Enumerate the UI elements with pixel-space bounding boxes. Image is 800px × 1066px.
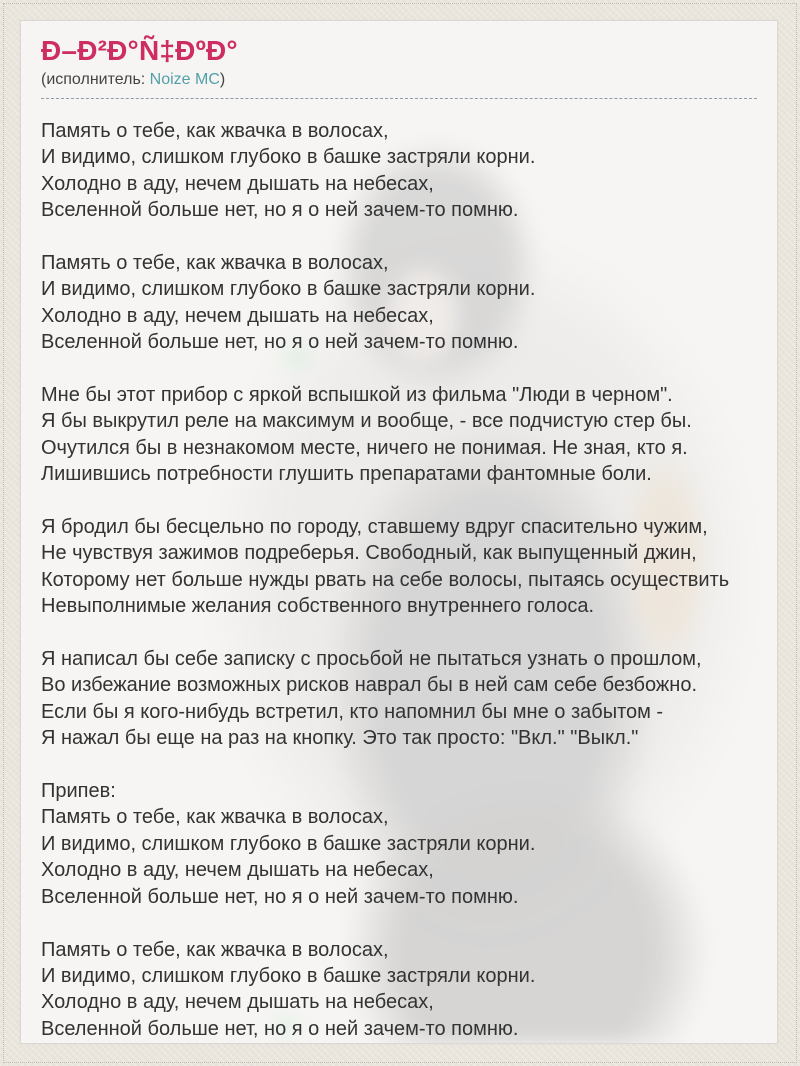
stanza [41, 250, 757, 356]
stanza [41, 937, 757, 1043]
lyric-line: Я нажал бы еще на раз на кнопку. Это так просто: "Вкл." "Выкл." [41, 727, 639, 750]
lyric-line: Невыполнимые желания собственного внутреннего голоса. [41, 595, 595, 618]
lyric-line: И видимо, слишком глубоко в башке застряли корни. [41, 832, 536, 855]
lyric-line: Вселенной больше нет, но я о ней зачем-то помню. [41, 331, 519, 354]
stanza [41, 514, 757, 620]
lyric-line: Мне бы этот прибор с яркой вспышкой из фильма "Люди в черном". [41, 384, 673, 407]
lyric-line: Холодно в аду, нечем дышать на небесах, [41, 304, 434, 327]
stanza [41, 382, 757, 488]
lyric-line: Если бы я кого-нибудь встретил, кто напомнил бы мне о забытом - [41, 700, 664, 723]
lyric-line: Память о тебе, как жвачка в волосах, [41, 806, 389, 829]
lyric-line: Во избежание возможных рисков наврал бы в ней сам себе безбожно. [41, 674, 697, 697]
lyric-line: Которому нет больше нужды рвать на себе волосы, пытаясь осуществить [41, 568, 730, 591]
artist-line [41, 69, 757, 99]
lyric-line: Память о тебе, как жвачка в волосах, [41, 938, 389, 961]
lyric-line: И видимо, слишком глубоко в башке застряли корни. [41, 964, 536, 987]
lyric-line: Холодно в аду, нечем дышать на небесах, [41, 172, 434, 195]
lyrics-text [41, 99, 757, 1042]
lyric-line: Припев: [41, 780, 116, 803]
card-content [21, 21, 777, 1043]
lyric-line: Вселенной больше нет, но я о ней зачем-то помню. [41, 885, 519, 908]
lyric-line: И видимо, слишком глубоко в башке застряли корни. [41, 146, 536, 169]
lyrics-card [20, 20, 778, 1044]
artist-link[interactable]: Noize MC [149, 71, 220, 88]
artist-label-suffix: ) [219, 71, 226, 88]
lyric-line: И видимо, слишком глубоко в башке застряли корни. [41, 278, 536, 301]
lyric-line: Холодно в аду, нечем дышать на небесах, [41, 991, 434, 1014]
lyric-line: Очутился бы в незнакомом месте, ничего не понимая. Не зная, кто я. [41, 436, 688, 459]
lyric-line: Лишившись потребности глушить препаратами фантомные боли. [41, 463, 652, 486]
lyric-line: Я бродил бы бесцельно по городу, ставшему вдруг спасительно чужим, [41, 516, 708, 539]
lyric-line: Я бы выкрутил реле на максимум и вообще, - все подчистую стер бы. [41, 410, 692, 433]
stanza [41, 646, 757, 752]
lyric-line: Я написал бы себе записку с просьбой не пытаться узнать о прошлом, [41, 648, 702, 671]
lyric-line: Вселенной больше нет, но я о ней зачем-то помню. [41, 1017, 519, 1040]
song-title: Ð–Ð²Ð°Ñ‡ÐºÐ° [41, 35, 238, 66]
stanza [41, 778, 757, 910]
lyric-line: Память о тебе, как жвачка в волосах, [41, 252, 389, 275]
lyric-line: Холодно в аду, нечем дышать на небесах, [41, 859, 434, 882]
lyric-line: Вселенной больше нет, но я о ней зачем-то помню. [41, 199, 519, 222]
stanza [41, 118, 757, 224]
lyric-line: Память о тебе, как жвачка в волосах, [41, 120, 389, 142]
lyric-line: Не чувствуя зажимов подреберья. Свободный, как выпущенный джин, [41, 542, 697, 565]
artist-label-prefix: (исполнитель: [41, 71, 150, 88]
